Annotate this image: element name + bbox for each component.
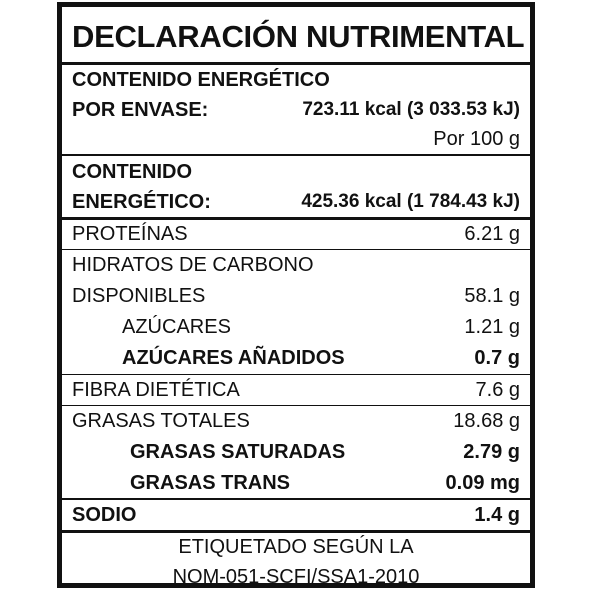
nutrient-row-hidratos <box>72 281 520 311</box>
divider-thick <box>62 530 530 533</box>
divider <box>62 154 530 156</box>
nutrient-row-proteinas <box>72 219 520 249</box>
title-text: DECLARACIÓN NUTRIMENTAL <box>72 19 525 54</box>
nutrient-row-hidratos-label <box>72 250 520 280</box>
nutrient-row-grasas-saturadas <box>72 437 520 467</box>
per-100g-row <box>72 125 520 153</box>
nutrient-value: 0.09 mg <box>445 471 520 494</box>
nutrient-row-azucares-anadidos <box>72 343 520 373</box>
per-package-row <box>72 95 520 125</box>
nutrition-facts-panel <box>57 2 535 588</box>
energy-100g-label-2: ENERGÉTICO: <box>72 190 211 213</box>
nutrient-label: SODIO <box>72 503 137 526</box>
nutrient-label: AZÚCARES <box>122 315 231 338</box>
energy-100g-label-row <box>72 157 520 187</box>
nutrient-value: 7.6 g <box>475 378 520 401</box>
nutrient-value: 18.68 g <box>453 409 520 432</box>
nutrient-row-grasas-trans <box>72 468 520 498</box>
nutrient-label: HIDRATOS DE CARBONO <box>72 253 314 276</box>
nutrient-value: 58.1 g <box>464 284 520 307</box>
nutrient-row-fibra <box>72 375 520 405</box>
nutrient-value: 6.21 g <box>464 222 520 245</box>
per-package-label: POR ENVASE: <box>72 98 209 121</box>
footer-line-2: NOM-051-SCFI/SSA1-2010 <box>172 566 420 588</box>
energy-header <box>72 65 520 95</box>
nutrient-label: GRASAS TRANS <box>130 471 291 494</box>
energy-100g-label-1: CONTENIDO <box>72 160 192 183</box>
per-100g-label: Por 100 g <box>433 127 520 150</box>
nutrient-label: AZÚCARES AÑADIDOS <box>122 346 345 369</box>
nutrient-value: 2.79 g <box>463 440 520 463</box>
nutrient-label: FIBRA DIETÉTICA <box>72 378 240 401</box>
nutrient-value: 1.21 g <box>464 315 520 338</box>
nutrient-label: GRASAS SATURADAS <box>130 440 346 463</box>
energy-100g-value: 425.36 kcal (1 784.43 kJ) <box>301 191 520 212</box>
nutrient-row-grasas-totales <box>72 406 520 436</box>
nutrient-label: DISPONIBLES <box>72 284 206 307</box>
nutrient-label: GRASAS TOTALES <box>72 409 250 432</box>
energy-100g-row <box>72 187 520 217</box>
nutrient-label: PROTEÍNAS <box>72 222 188 245</box>
nutrient-value: 1.4 g <box>474 503 520 526</box>
nutrient-row-azucares <box>72 312 520 342</box>
per-package-value: 723.11 kcal (3 033.53 kJ) <box>302 99 520 120</box>
energy-header-text: CONTENIDO ENERGÉTICO <box>72 68 330 91</box>
nutrient-row-sodio <box>72 500 520 530</box>
panel-title <box>72 17 525 57</box>
footer-line-1: ETIQUETADO SEGÚN LA <box>178 536 414 558</box>
nutrient-value: 0.7 g <box>474 346 520 369</box>
